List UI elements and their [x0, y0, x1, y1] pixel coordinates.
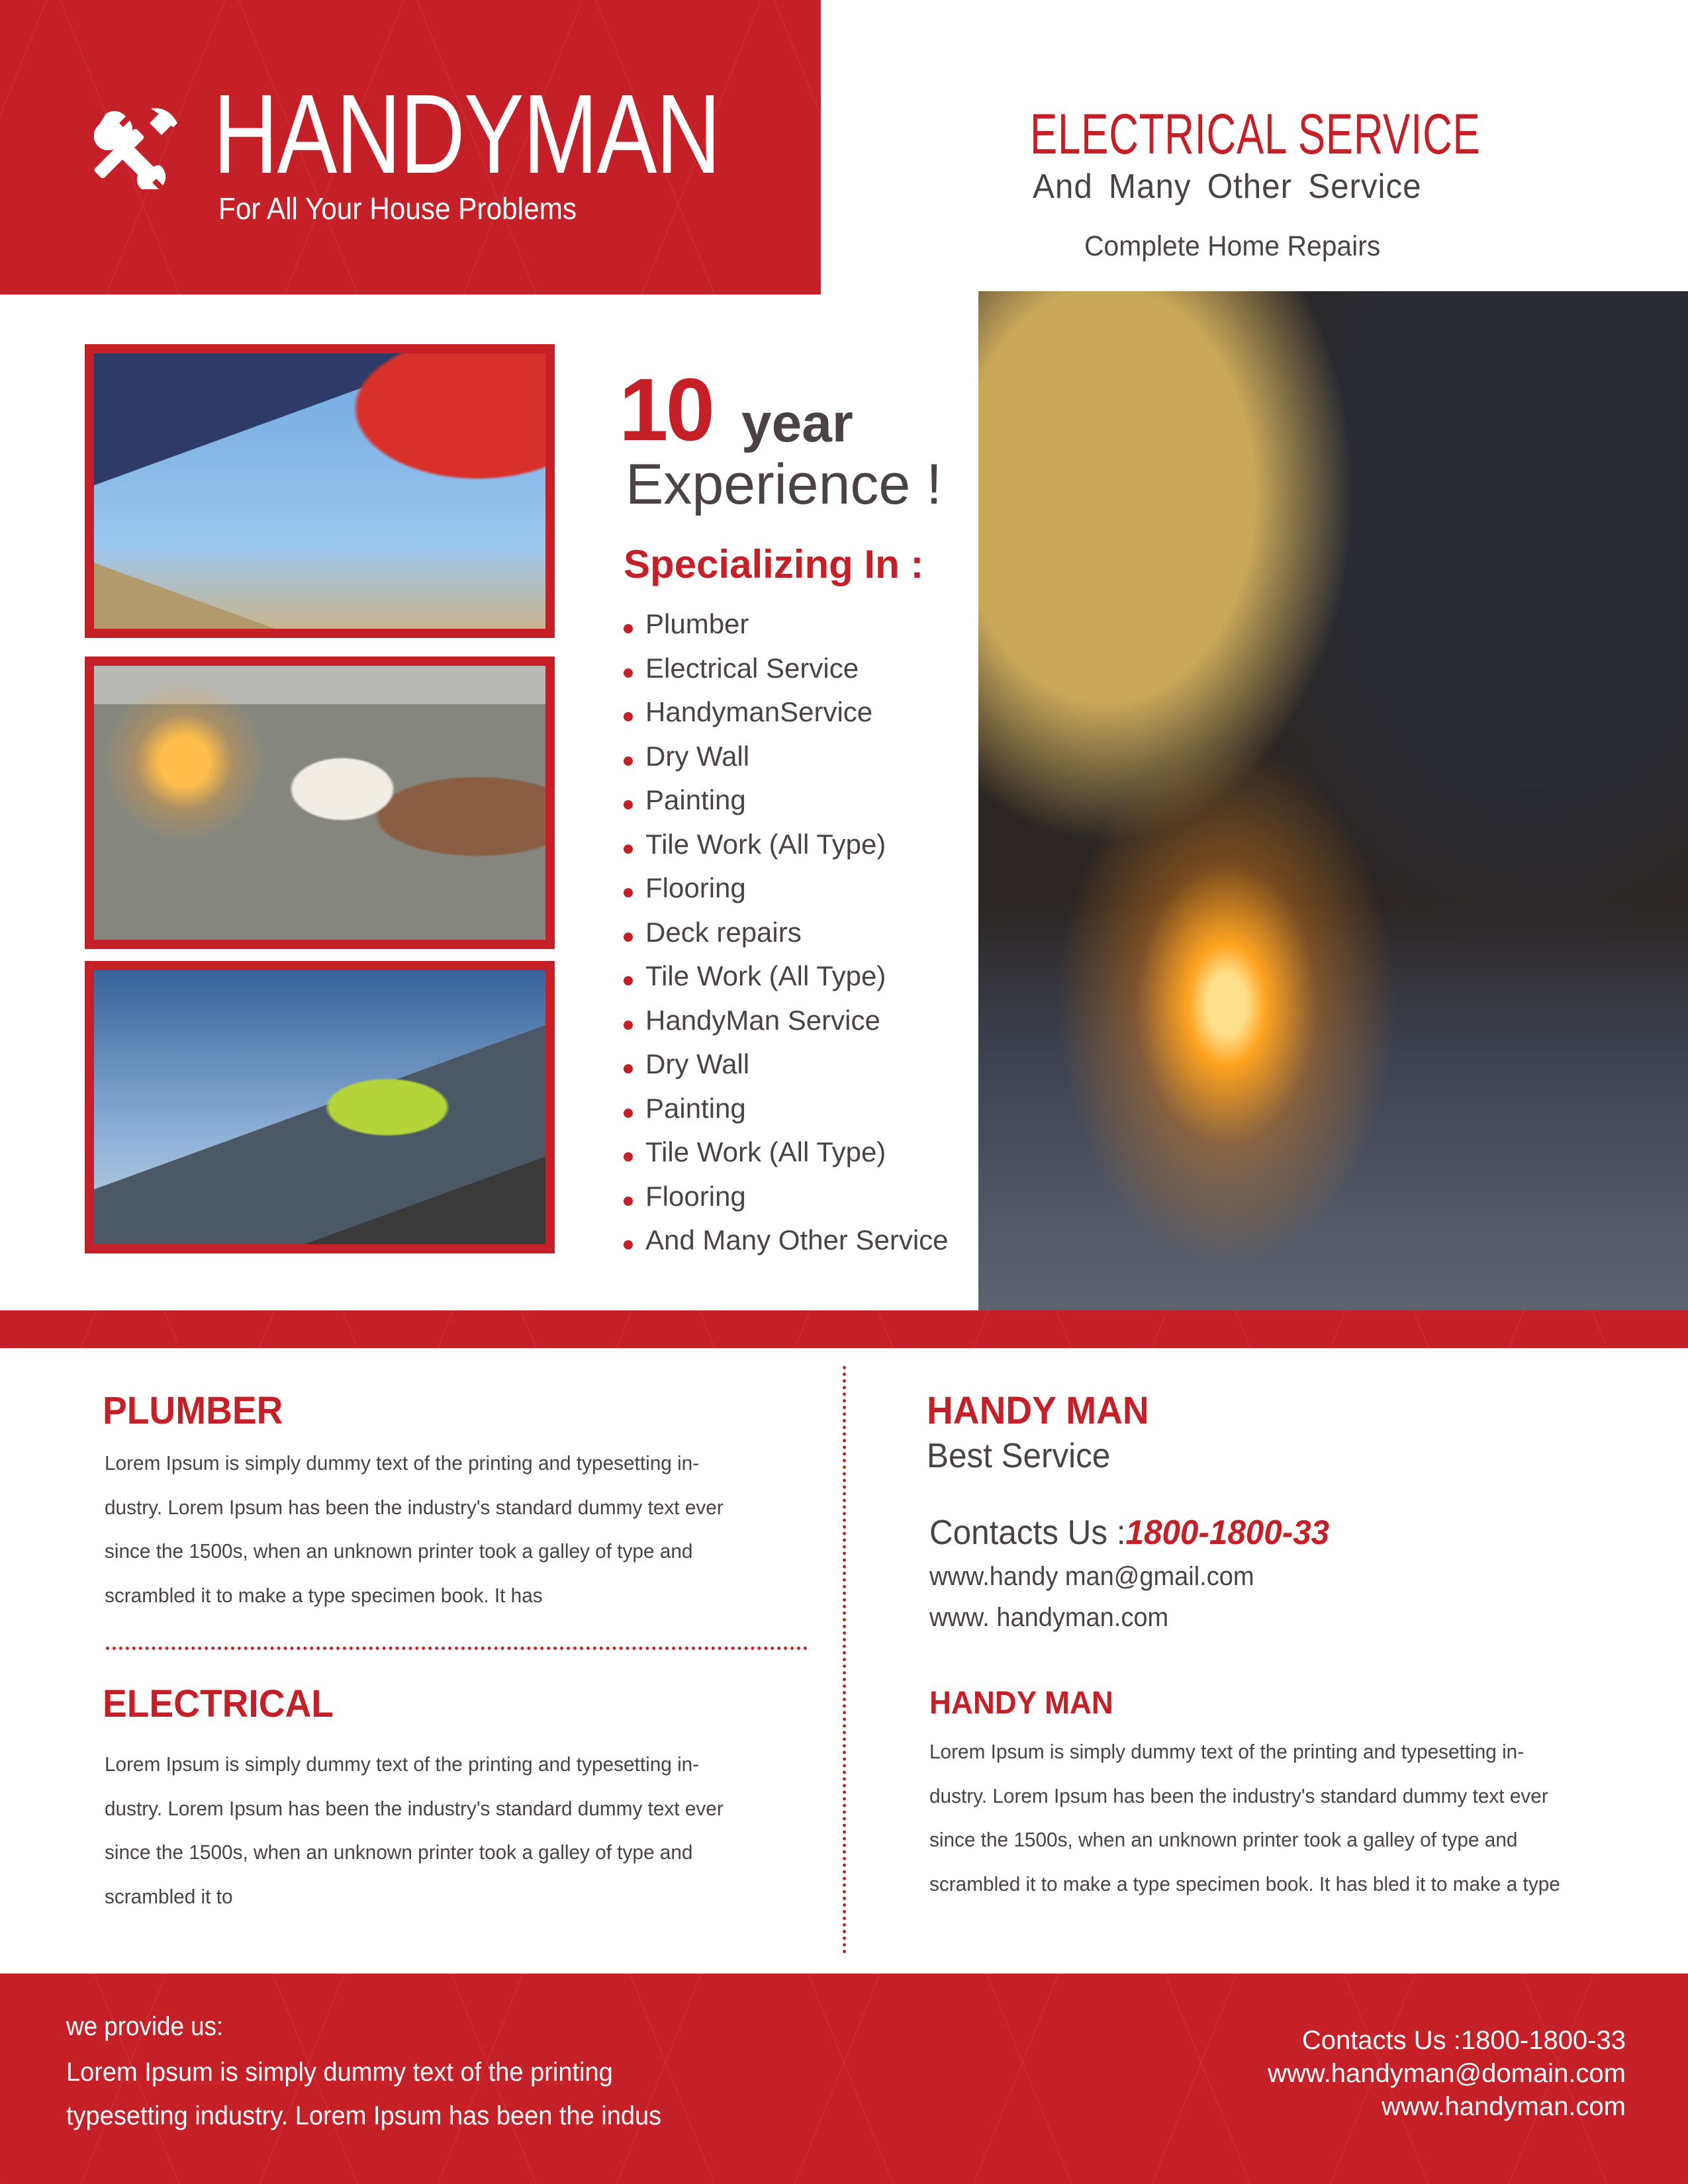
bullet-icon	[624, 1064, 633, 1073]
service-headline: ELECTRICAL SERVICE	[1030, 103, 1481, 166]
worker-grinder-sparks-photo	[85, 657, 555, 949]
footer-phone-link[interactable]: Contacts Us :1800-1800-33	[1301, 2026, 1626, 2055]
bullet-icon	[624, 624, 633, 633]
list-item: Flooring	[624, 866, 949, 911]
contact-phone-link[interactable]: 1800-1800-33	[1125, 1514, 1330, 1552]
list-item: Painting	[624, 1087, 949, 1131]
bullet-icon	[624, 888, 633, 897]
list-item: HandymanService	[624, 690, 949, 735]
list-item: Flooring	[624, 1175, 949, 1219]
list-item: Dry Wall	[624, 735, 949, 779]
list-item: Tile Work (All Type)	[624, 823, 949, 867]
bullet-icon	[624, 668, 633, 678]
bullet-icon	[624, 933, 633, 942]
contact-website-link[interactable]: www. handyman.com	[929, 1603, 1169, 1632]
handyman-title: HANDY MAN	[927, 1389, 1149, 1432]
bullet-icon	[624, 1109, 633, 1118]
list-item: Tile Work (All Type)	[624, 1130, 949, 1175]
list-item: And Many Other Service	[624, 1218, 949, 1263]
divider-band	[0, 1310, 1688, 1348]
electrical-title: ELECTRICAL	[103, 1682, 334, 1725]
handyman-description: Lorem Ipsum is simply dummy text of the printing and typesetting in- dustry. Lorem Ipsum has been the industry's standard dummy text ever since the 1500s, when an unknown printer took a galley of type and scrambled it to make a type specimen book. It has bled it to make a type	[929, 1740, 1560, 1895]
list-item: HandyMan Service	[624, 999, 949, 1043]
plumber-description: Lorem Ipsum is simply dummy text of the printing and typesetting in- dustry. Lorem Ipsum has been the industry's standard dummy text ever since the 1500s, when an unknown printer took a galley of type and scrambled it to make a type specimen book. It has	[105, 1451, 724, 1607]
list-item: Deck repairs	[624, 911, 949, 955]
contact-email-link[interactable]: www.handy man@gmail.com	[929, 1562, 1254, 1591]
footer-contact	[1268, 2024, 1626, 2123]
contact-label: Contacts Us :	[929, 1514, 1126, 1552]
handyman-secondary-title: HANDY MAN	[929, 1686, 1113, 1721]
bullet-icon	[624, 756, 633, 766]
welding-sparks-photo	[978, 291, 1688, 1310]
electrical-description: Lorem Ipsum is simply dummy text of the printing and typesetting in- dustry. Lorem Ipsum has been the industry's standard dummy text ever since the 1500s, when an unknown printer took a galley of type and scrambled it to	[105, 1752, 724, 1908]
list-item: Electrical Service	[624, 647, 949, 691]
bullet-icon	[624, 976, 633, 985]
footer-label: we provide us:	[66, 2012, 224, 2041]
bullet-icon	[624, 1021, 633, 1030]
bullet-icon	[624, 1152, 633, 1161]
worker-chain-ship-photo	[85, 344, 555, 638]
experience-unit: year	[741, 393, 853, 453]
handyman-subtitle: Best Service	[927, 1437, 1111, 1475]
plumber-title: PLUMBER	[103, 1389, 283, 1432]
list-item: Plumber	[624, 602, 949, 647]
experience-number: 10	[619, 361, 713, 459]
wrench-hammer-icon	[94, 99, 184, 189]
footer-email-link[interactable]: www.handyman@domain.com	[1268, 2059, 1626, 2088]
specializing-list	[624, 602, 949, 1263]
list-item: Dry Wall	[624, 1042, 949, 1087]
service-note: Complete Home Repairs	[1084, 230, 1381, 262]
bullet-icon	[624, 1240, 633, 1250]
dotted-vertical-divider	[843, 1366, 846, 1954]
footer-website-link[interactable]: www.handyman.com	[1381, 2092, 1626, 2121]
contact-line	[929, 1513, 1329, 1553]
worker-safety-vest-photo	[85, 961, 555, 1253]
dotted-divider	[106, 1647, 808, 1650]
bullet-icon	[624, 712, 633, 721]
brand-tagline: For All Your House Problems	[218, 191, 577, 226]
footer-description: Lorem Ipsum is simply dummy text of the printing typesetting industry. Lorem Ipsum has been the indus	[66, 2058, 662, 2130]
list-item: Painting	[624, 778, 949, 823]
experience-label: Experience !	[626, 453, 943, 516]
bullet-icon	[624, 1197, 633, 1206]
bullet-icon	[624, 844, 633, 854]
brand-title: HANDYMAN	[213, 71, 720, 197]
specializing-title: Specializing In :	[624, 542, 924, 586]
list-item: Tile Work (All Type)	[624, 954, 949, 999]
bullet-icon	[624, 800, 633, 809]
service-subheadline: And Many Other Service	[1033, 167, 1422, 206]
